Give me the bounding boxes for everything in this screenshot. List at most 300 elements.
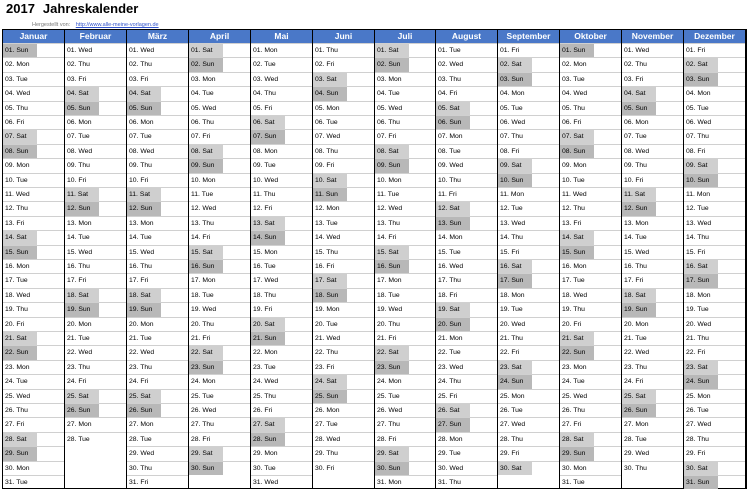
day-cell[interactable] [3,345,64,359]
day-cell[interactable] [498,288,559,302]
day-cell[interactable] [622,86,683,100]
day-cell[interactable] [436,345,497,359]
day-cell[interactable] [189,144,250,158]
day-cell[interactable] [498,432,559,446]
day-cell[interactable] [313,201,374,215]
day-cell[interactable] [3,446,64,460]
day-cell[interactable] [189,230,250,244]
day-cell[interactable] [127,403,188,417]
day-cell[interactable] [684,432,745,446]
day-cell[interactable] [127,317,188,331]
day-cell[interactable] [189,158,250,172]
day-cell[interactable] [251,475,312,489]
day-cell[interactable] [684,86,745,100]
day-cell[interactable] [560,115,621,129]
day-cell[interactable] [251,158,312,172]
day-cell[interactable] [436,72,497,86]
day-cell[interactable] [313,461,374,475]
day-cell[interactable] [189,259,250,273]
day-cell[interactable] [560,230,621,244]
day-cell[interactable] [622,158,683,172]
day-cell[interactable] [251,317,312,331]
day-cell[interactable] [189,317,250,331]
day-cell[interactable] [560,475,621,489]
day-cell[interactable] [436,317,497,331]
day-cell[interactable] [375,331,435,345]
day-cell[interactable] [3,216,64,230]
day-cell[interactable] [313,403,374,417]
day-cell[interactable] [251,245,312,259]
day-cell[interactable] [622,173,683,187]
day-cell[interactable] [498,360,559,374]
day-cell[interactable] [65,403,126,417]
day-cell[interactable] [127,345,188,359]
day-cell[interactable] [684,129,745,143]
day-cell[interactable] [436,187,497,201]
day-cell[interactable] [251,230,312,244]
day-cell[interactable] [65,86,126,100]
day-cell[interactable] [498,403,559,417]
day-cell[interactable] [313,446,374,460]
day-cell[interactable] [65,201,126,215]
day-cell[interactable] [560,461,621,475]
day-cell[interactable] [375,432,435,446]
day-cell[interactable] [375,389,435,403]
day-cell[interactable] [313,86,374,100]
day-cell[interactable] [251,101,312,115]
day-cell[interactable] [189,216,250,230]
day-cell[interactable] [498,302,559,316]
day-cell[interactable] [375,158,435,172]
day-cell[interactable] [622,129,683,143]
day-cell[interactable] [65,360,126,374]
day-cell[interactable] [3,302,64,316]
day-cell[interactable] [127,475,188,489]
day-cell[interactable] [622,144,683,158]
day-cell[interactable] [498,144,559,158]
day-cell[interactable] [560,173,621,187]
day-cell[interactable] [498,374,559,388]
day-cell[interactable] [498,216,559,230]
day-cell[interactable] [313,302,374,316]
day-cell[interactable] [313,317,374,331]
day-cell[interactable] [436,57,497,71]
day-cell[interactable] [684,288,745,302]
day-cell[interactable] [65,302,126,316]
day-cell[interactable] [251,129,312,143]
day-cell[interactable] [436,302,497,316]
day-cell[interactable] [560,345,621,359]
day-cell[interactable] [251,173,312,187]
day-cell[interactable] [684,57,745,71]
day-cell[interactable] [189,43,250,57]
day-cell[interactable] [498,331,559,345]
day-cell[interactable] [3,331,64,345]
day-cell[interactable] [251,288,312,302]
day-cell[interactable] [622,57,683,71]
day-cell[interactable] [65,216,126,230]
day-cell[interactable] [375,201,435,215]
day-cell[interactable] [251,446,312,460]
day-cell[interactable] [622,360,683,374]
day-cell[interactable] [622,101,683,115]
day-cell[interactable] [189,57,250,71]
day-cell[interactable] [436,101,497,115]
day-cell[interactable] [622,345,683,359]
day-cell[interactable] [127,201,188,215]
day-cell[interactable] [65,345,126,359]
day-cell[interactable] [189,374,250,388]
day-cell[interactable] [498,86,559,100]
day-cell[interactable] [622,389,683,403]
day-cell[interactable] [65,72,126,86]
day-cell[interactable] [375,187,435,201]
day-cell[interactable] [127,417,188,431]
day-cell[interactable] [313,259,374,273]
day-cell[interactable] [375,417,435,431]
day-cell[interactable] [127,288,188,302]
day-cell[interactable] [65,57,126,71]
day-cell[interactable] [436,43,497,57]
day-cell[interactable] [498,417,559,431]
day-cell[interactable] [436,461,497,475]
day-cell[interactable] [436,245,497,259]
day-cell[interactable] [251,403,312,417]
day-cell[interactable] [684,461,745,475]
day-cell[interactable] [251,273,312,287]
day-cell[interactable] [3,317,64,331]
day-cell[interactable] [3,101,64,115]
day-cell[interactable] [375,345,435,359]
day-cell[interactable] [560,403,621,417]
day-cell[interactable] [3,403,64,417]
day-cell[interactable] [684,245,745,259]
day-cell[interactable] [127,187,188,201]
day-cell[interactable] [3,201,64,215]
day-cell[interactable] [127,374,188,388]
day-cell[interactable] [251,345,312,359]
day-cell[interactable] [436,446,497,460]
day-cell[interactable] [127,129,188,143]
day-cell[interactable] [684,201,745,215]
day-cell[interactable] [498,259,559,273]
day-cell[interactable] [251,115,312,129]
day-cell[interactable] [375,317,435,331]
day-cell[interactable] [65,374,126,388]
day-cell[interactable] [3,158,64,172]
day-cell[interactable] [251,461,312,475]
day-cell[interactable] [375,115,435,129]
day-cell[interactable] [189,417,250,431]
day-cell[interactable] [65,288,126,302]
day-cell[interactable] [375,360,435,374]
day-cell[interactable] [684,475,745,489]
day-cell[interactable] [375,101,435,115]
day-cell[interactable] [251,389,312,403]
day-cell[interactable] [251,187,312,201]
day-cell[interactable] [127,101,188,115]
day-cell[interactable] [498,129,559,143]
day-cell[interactable] [3,144,64,158]
day-cell[interactable] [189,245,250,259]
day-cell[interactable] [684,389,745,403]
day-cell[interactable] [684,331,745,345]
day-cell[interactable] [375,403,435,417]
day-cell[interactable] [375,374,435,388]
day-cell[interactable] [127,173,188,187]
day-cell[interactable] [375,43,435,57]
day-cell[interactable] [375,461,435,475]
day-cell[interactable] [622,273,683,287]
day-cell[interactable] [313,173,374,187]
day-cell[interactable] [189,461,250,475]
day-cell[interactable] [3,360,64,374]
day-cell[interactable] [65,144,126,158]
day-cell[interactable] [127,461,188,475]
day-cell[interactable] [560,302,621,316]
day-cell[interactable] [375,288,435,302]
day-cell[interactable] [313,187,374,201]
day-cell[interactable] [560,187,621,201]
day-cell[interactable] [65,230,126,244]
day-cell[interactable] [251,259,312,273]
day-cell[interactable] [313,417,374,431]
day-cell[interactable] [436,417,497,431]
day-cell[interactable] [127,273,188,287]
day-cell[interactable] [313,273,374,287]
day-cell[interactable] [3,432,64,446]
day-cell[interactable] [622,187,683,201]
day-cell[interactable] [313,432,374,446]
day-cell[interactable] [65,43,126,57]
day-cell[interactable] [189,345,250,359]
day-cell[interactable] [436,288,497,302]
day-cell[interactable] [622,201,683,215]
day-cell[interactable] [313,288,374,302]
day-cell[interactable] [436,475,497,489]
day-cell[interactable] [498,389,559,403]
day-cell[interactable] [622,288,683,302]
day-cell[interactable] [313,216,374,230]
day-cell[interactable] [436,173,497,187]
day-cell[interactable] [313,101,374,115]
day-cell[interactable] [65,101,126,115]
day-cell[interactable] [622,115,683,129]
day-cell[interactable] [313,374,374,388]
day-cell[interactable] [189,288,250,302]
day-cell[interactable] [189,446,250,460]
day-cell[interactable] [313,245,374,259]
day-cell[interactable] [560,432,621,446]
day-cell[interactable] [436,273,497,287]
day-cell[interactable] [560,201,621,215]
day-cell[interactable] [127,57,188,71]
day-cell[interactable] [498,345,559,359]
day-cell[interactable] [375,475,435,489]
day-cell[interactable] [313,360,374,374]
day-cell[interactable] [560,158,621,172]
day-cell[interactable] [436,374,497,388]
day-cell[interactable] [622,432,683,446]
day-cell[interactable] [189,403,250,417]
day-cell[interactable] [251,43,312,57]
day-cell[interactable] [560,331,621,345]
day-cell[interactable] [684,216,745,230]
day-cell[interactable] [313,158,374,172]
day-cell[interactable] [189,273,250,287]
day-cell[interactable] [127,144,188,158]
day-cell[interactable] [498,115,559,129]
day-cell[interactable] [65,173,126,187]
day-cell[interactable] [436,331,497,345]
day-cell[interactable] [622,245,683,259]
day-cell[interactable] [684,115,745,129]
day-cell[interactable] [684,72,745,86]
day-cell[interactable] [65,245,126,259]
day-cell[interactable] [560,417,621,431]
day-cell[interactable] [375,57,435,71]
day-cell[interactable] [251,331,312,345]
day-cell[interactable] [189,72,250,86]
day-cell[interactable] [65,417,126,431]
day-cell[interactable] [65,115,126,129]
day-cell[interactable] [436,230,497,244]
day-cell[interactable] [684,360,745,374]
day-cell[interactable] [3,259,64,273]
day-cell[interactable] [560,374,621,388]
day-cell[interactable] [684,374,745,388]
day-cell[interactable] [560,101,621,115]
day-cell[interactable] [498,230,559,244]
day-cell[interactable] [313,345,374,359]
day-cell[interactable] [313,331,374,345]
day-cell[interactable] [65,331,126,345]
day-cell[interactable] [375,216,435,230]
day-cell[interactable] [375,86,435,100]
day-cell[interactable] [498,101,559,115]
day-cell[interactable] [251,72,312,86]
day-cell[interactable] [622,259,683,273]
day-cell[interactable] [436,115,497,129]
day-cell[interactable] [189,360,250,374]
day-cell[interactable] [622,43,683,57]
day-cell[interactable] [127,216,188,230]
day-cell[interactable] [684,273,745,287]
day-cell[interactable] [622,302,683,316]
day-cell[interactable] [127,302,188,316]
day-cell[interactable] [684,403,745,417]
day-cell[interactable] [622,374,683,388]
day-cell[interactable] [684,302,745,316]
day-cell[interactable] [375,273,435,287]
day-cell[interactable] [189,173,250,187]
day-cell[interactable] [560,389,621,403]
day-cell[interactable] [127,86,188,100]
day-cell[interactable] [560,129,621,143]
day-cell[interactable] [560,57,621,71]
day-cell[interactable] [622,417,683,431]
day-cell[interactable] [3,374,64,388]
day-cell[interactable] [498,446,559,460]
day-cell[interactable] [127,432,188,446]
day-cell[interactable] [127,115,188,129]
day-cell[interactable] [189,187,250,201]
day-cell[interactable] [560,72,621,86]
day-cell[interactable] [684,43,745,57]
day-cell[interactable] [560,144,621,158]
day-cell[interactable] [3,43,64,57]
day-cell[interactable] [189,129,250,143]
day-cell[interactable] [375,302,435,316]
day-cell[interactable] [436,403,497,417]
day-cell[interactable] [498,317,559,331]
day-cell[interactable] [498,57,559,71]
day-cell[interactable] [251,302,312,316]
day-cell[interactable] [560,446,621,460]
day-cell[interactable] [3,86,64,100]
day-cell[interactable] [498,273,559,287]
day-cell[interactable] [436,216,497,230]
day-cell[interactable] [560,86,621,100]
day-cell[interactable] [3,417,64,431]
day-cell[interactable] [3,475,64,489]
day-cell[interactable] [251,57,312,71]
day-cell[interactable] [313,115,374,129]
day-cell[interactable] [436,129,497,143]
day-cell[interactable] [498,173,559,187]
day-cell[interactable] [375,129,435,143]
day-cell[interactable] [684,417,745,431]
day-cell[interactable] [622,230,683,244]
day-cell[interactable] [313,389,374,403]
day-cell[interactable] [560,288,621,302]
day-cell[interactable] [375,144,435,158]
day-cell[interactable] [127,389,188,403]
day-cell[interactable] [251,86,312,100]
day-cell[interactable] [436,432,497,446]
day-cell[interactable] [375,446,435,460]
day-cell[interactable] [127,43,188,57]
day-cell[interactable] [498,461,559,475]
day-cell[interactable] [313,72,374,86]
day-cell[interactable] [3,461,64,475]
day-cell[interactable] [65,389,126,403]
day-cell[interactable] [560,43,621,57]
day-cell[interactable] [684,446,745,460]
day-cell[interactable] [436,86,497,100]
day-cell[interactable] [375,230,435,244]
day-cell[interactable] [622,72,683,86]
day-cell[interactable] [127,446,188,460]
day-cell[interactable] [251,144,312,158]
day-cell[interactable] [560,317,621,331]
day-cell[interactable] [560,245,621,259]
day-cell[interactable] [684,345,745,359]
day-cell[interactable] [622,403,683,417]
day-cell[interactable] [684,317,745,331]
day-cell[interactable] [684,101,745,115]
day-cell[interactable] [375,72,435,86]
day-cell[interactable] [684,187,745,201]
day-cell[interactable] [684,259,745,273]
day-cell[interactable] [189,86,250,100]
day-cell[interactable] [622,216,683,230]
day-cell[interactable] [622,331,683,345]
day-cell[interactable] [65,158,126,172]
day-cell[interactable] [436,144,497,158]
day-cell[interactable] [127,259,188,273]
day-cell[interactable] [622,446,683,460]
